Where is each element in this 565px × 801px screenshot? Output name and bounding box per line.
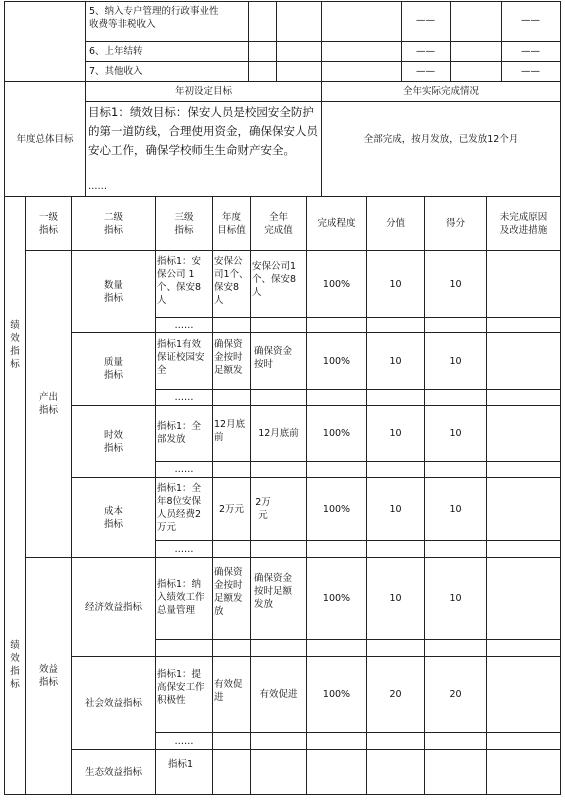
income-row-label: 6、上年结转 xyxy=(89,46,143,57)
level2-label: 社会效益指标 xyxy=(84,697,142,709)
income-row-dash: —— xyxy=(416,66,435,77)
completion-degree: 100% xyxy=(322,428,351,439)
income-row-dash: —— xyxy=(416,46,435,57)
income-row-dash: —— xyxy=(521,46,540,57)
level3-indicator: 指标1：全 部发放 xyxy=(157,421,202,445)
score: 10 xyxy=(449,355,462,367)
row-ellipsis: …… xyxy=(174,543,194,555)
header-reason: 未完成原因 及改进措施 xyxy=(499,211,548,236)
score-value: 10 xyxy=(389,503,402,515)
level3-indicator: 指标1：安 保公司 1 个、保安8 人 xyxy=(157,256,202,306)
level2-label: 经济效益指标 xyxy=(84,601,142,613)
header-degree: 完成程度 xyxy=(317,218,356,229)
level3-indicator: 指标1：提 高保安工作 积极性 xyxy=(157,669,205,706)
completion-degree: 100% xyxy=(322,689,351,700)
score: 10 xyxy=(449,278,462,290)
level1-benefit: 效益 指标 xyxy=(38,664,58,688)
actual-value: 有效促进 xyxy=(259,689,298,700)
score-value: 10 xyxy=(389,428,402,439)
level2-label: 成本 指标 xyxy=(103,505,123,530)
header-level2: 二级 指标 xyxy=(103,211,123,236)
row-ellipsis: …… xyxy=(174,392,194,403)
score-value: 20 xyxy=(389,689,402,700)
target-value: 有效促 进 xyxy=(214,679,243,703)
row-ellipsis: …… xyxy=(174,464,194,475)
level1-output: 产出 指标 xyxy=(38,392,58,416)
side-label-performance: 绩 效 指 标 xyxy=(10,640,20,690)
side-label-performance: 绩 效 指 标 xyxy=(10,320,20,370)
score: 10 xyxy=(449,503,462,515)
score-value: 10 xyxy=(389,355,402,367)
actual-value: 2万元 xyxy=(255,497,271,521)
score: 10 xyxy=(449,593,462,604)
level2-label: 质量 指标 xyxy=(103,357,123,381)
level3-indicator: 指标1有效 保证校园安 全 xyxy=(157,339,205,376)
row-ellipsis: …… xyxy=(174,735,194,747)
annual-goal-label: 年度总体目标 xyxy=(16,133,74,145)
target-value: 安保公 司1个、 保安8 人 xyxy=(214,256,249,306)
income-row-dash: —— xyxy=(521,66,540,77)
score-value: 10 xyxy=(389,593,402,604)
header-target: 年度 目标值 xyxy=(217,211,246,236)
completion-degree: 100% xyxy=(322,503,351,515)
score: 10 xyxy=(449,428,462,439)
header-score: 得分 xyxy=(445,218,465,229)
income-row-label: 5、纳入专户管理的行政事业性 收费等非税收入 xyxy=(89,6,219,30)
target-value: 2万元 xyxy=(218,503,245,515)
row-ellipsis: …… xyxy=(174,319,194,331)
score: 20 xyxy=(449,689,462,700)
actual-value: 安保公司1 个、保安8 人 xyxy=(252,261,297,298)
level2-label: 生态效益指标 xyxy=(84,766,142,778)
level3-indicator: 指标1 xyxy=(168,759,194,770)
actual-value: 确保资金 按时足额 发放 xyxy=(254,573,293,610)
income-row-label: 7、其他收入 xyxy=(89,66,143,77)
header-level3: 三级 指标 xyxy=(174,211,194,236)
actual-value: 确保资金 按时 xyxy=(254,346,293,370)
actual-result-text: 全部完成，按月发放，已发放12个月 xyxy=(363,134,519,145)
header-actual: 全年 完成值 xyxy=(264,211,293,236)
score-value: 10 xyxy=(389,278,402,290)
income-row-dash: —— xyxy=(416,14,435,26)
level2-label: 时效 指标 xyxy=(103,429,123,454)
completion-degree: 100% xyxy=(322,593,351,604)
actual-result-header: 全年实际完成情况 xyxy=(402,86,479,97)
header-score-value: 分值 xyxy=(385,218,405,229)
planned-goal-header: 年初设定目标 xyxy=(174,86,232,97)
income-row-dash: —— xyxy=(521,14,540,26)
target-value: 12月底 前 xyxy=(214,419,246,443)
actual-value: 12月底前 xyxy=(258,428,299,439)
level3-indicator: 指标1：全 年8位安保 人员经费2 万元 xyxy=(157,483,202,533)
level2-label: 数量 指标 xyxy=(103,279,123,304)
planned-goal-text: 目标1：绩效目标：保安人员是校园安全防护的第一道防线，合理使用资金，确保保安人员安心工作，确保学校师生生命财产安全。 xyxy=(88,105,318,157)
level3-indicator: 指标1：纳 入绩效工作 总量管理 xyxy=(157,579,205,616)
target-value: 确保资 金按时 足额发 xyxy=(214,339,243,376)
completion-degree: 100% xyxy=(322,355,351,367)
header-level1: 一级 指标 xyxy=(38,211,58,236)
completion-degree: 100% xyxy=(322,278,351,290)
row-ellipsis xyxy=(156,640,212,656)
target-value: 确保资 金按时 足额发 放 xyxy=(214,567,243,617)
planned-goal-ellipsis: …… xyxy=(88,181,107,192)
